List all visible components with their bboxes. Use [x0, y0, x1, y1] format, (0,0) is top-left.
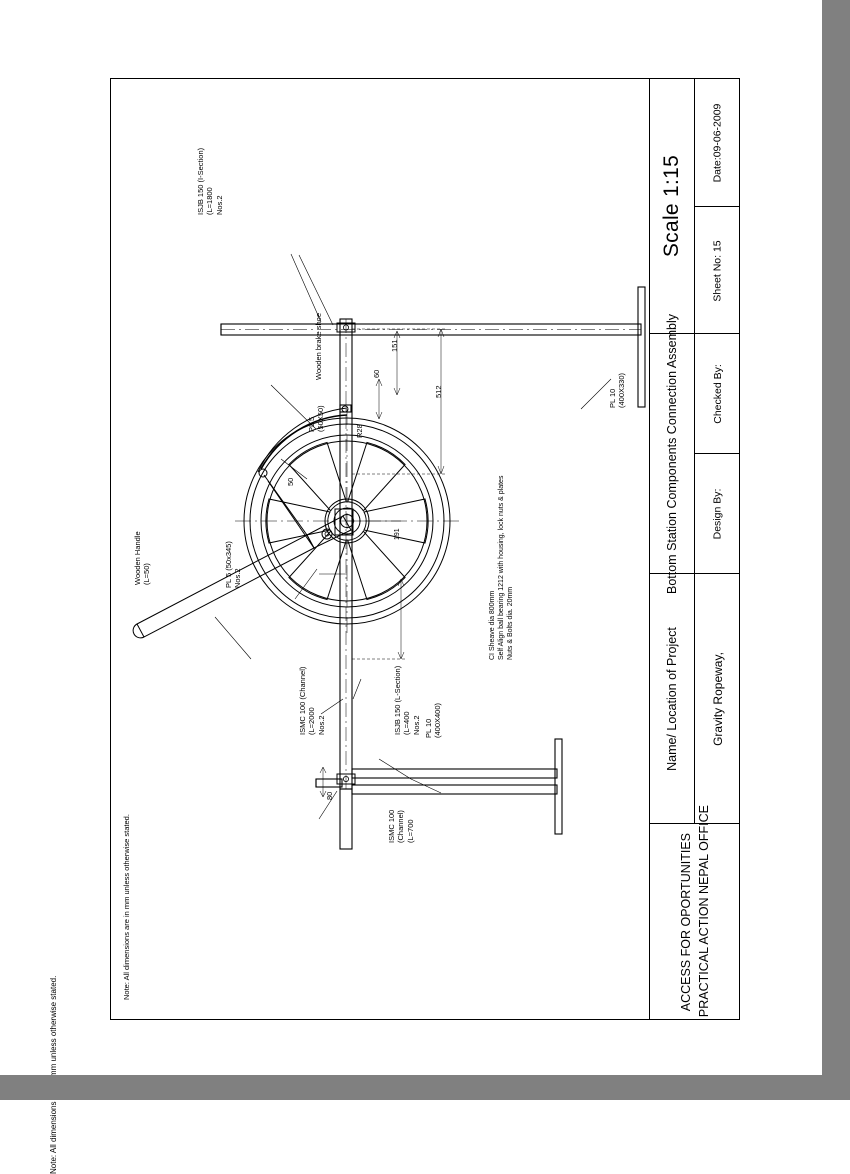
scale-label: Scale 1:15	[660, 154, 683, 258]
design-by-label: Design By:	[711, 488, 724, 540]
label-pl5-50x50: PL 5 (50X50)	[307, 405, 326, 432]
title-block-organisation-section	[650, 805, 739, 1021]
dim-50: 50	[286, 477, 295, 486]
date-label: Date:09-06-2009	[711, 103, 724, 182]
label-isjb-top: ISJB 150 (I-Section) (L=1800 Nos.2	[196, 147, 224, 215]
dim-151: 151	[390, 339, 399, 352]
note-general	[49, 974, 58, 1174]
dim-60: 60	[372, 369, 381, 378]
footer-strip	[0, 1075, 850, 1100]
label-ci-sheave-note: CI Sheave dia 800mm Self Align ball bearing 1212 with housing, lock nuts & plates Nuts & Bolts dia. 20mm	[489, 475, 515, 660]
label-ismc100-2000: ISMC 100 (Channel) (L=2000 Nos.2	[298, 666, 326, 735]
drawing-frame	[110, 78, 740, 1020]
title-block-scale-section	[650, 79, 739, 334]
technical-drawing-svg	[111, 79, 649, 1019]
label-ismc100-700: ISMC 100 (Channel) (L=700	[387, 809, 415, 843]
drawing-canvas	[111, 79, 649, 1019]
dim-80: 80	[325, 791, 334, 800]
organisation-line-1: ACCESS FOR OPORTUNITIES	[678, 833, 693, 1012]
label-wooden-brake-shoe: Wooden brake shoe	[314, 313, 323, 380]
label-wooden-handle: Wooden Handle (L=50)	[133, 531, 152, 585]
label-isjb150-lower: ISJB 150 (L-Section) (L=400 Nos.2	[393, 665, 421, 735]
organisation-line-2: PRACTICAL ACTION NEPAL OFFICE	[697, 805, 711, 1018]
dim-512: 512	[434, 385, 443, 398]
dim-r28: R28	[355, 424, 364, 438]
label-pl10-400x400: PL 10 (400X400)	[424, 702, 443, 738]
sheet-number-label: Sheet No: 15	[711, 239, 724, 302]
title-block-assembly-section	[650, 313, 739, 594]
checked-by-label: Checked By:	[711, 363, 724, 424]
title-block-project-section	[650, 574, 739, 824]
title-block	[649, 79, 739, 1019]
project-name-value: Gravity Ropeway,	[710, 651, 725, 746]
label-pl10-400x330: PL 10 (400X330)	[608, 372, 627, 408]
assembly-title: Bottom Station Components Connection Assembly	[665, 313, 680, 594]
project-name-location-label: Name/ Location of Project	[665, 626, 680, 771]
dim-191: 191	[394, 528, 401, 540]
general-note: Note: All dimensions are in mm unless otherwise stated.	[122, 814, 131, 1000]
right-margin-strip	[822, 0, 850, 1075]
label-pl5-50x345: PL 5 (50x345) Nos.2	[224, 541, 243, 588]
